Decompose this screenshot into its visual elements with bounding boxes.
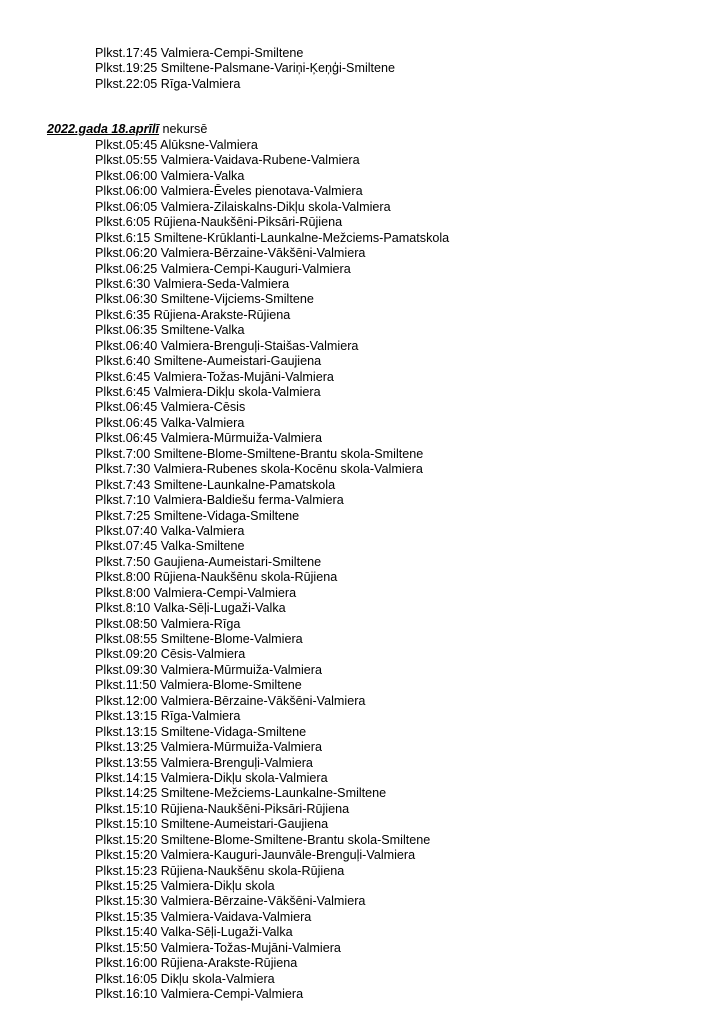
schedule-entry: Plkst.15:10 Rūjiena-Naukšēni-Piksāri-Rūjiena xyxy=(95,801,350,816)
schedule-entry: Plkst.15:20 Smiltene-Blome-Smiltene-Brantu skola-Smiltene xyxy=(95,832,431,847)
schedule-entry: Plkst.19:25 Smiltene-Palsmane-Variņi-Ķeņģi-Smiltene xyxy=(95,61,396,76)
schedule-entry: Plkst.11:50 Valmiera-Blome-Smiltene xyxy=(95,678,302,693)
schedule-entry: Plkst.16:10 Valmiera-Cempi-Valmiera xyxy=(95,987,304,1002)
continued-schedule-list xyxy=(95,46,395,92)
schedule-entry: Plkst.7:43 Smiltene-Launkalne-Pamatskola xyxy=(95,477,336,492)
schedule-entry: Plkst.06:00 Valmiera-Valka xyxy=(95,168,245,183)
schedule-entry: Plkst.07:40 Valka-Valmiera xyxy=(95,523,245,538)
schedule-entry: Plkst.13:15 Rīga-Valmiera xyxy=(95,709,241,724)
schedule-entry: Plkst.7:50 Gaujiena-Aumeistari-Smiltene xyxy=(95,554,322,569)
schedule-entry: Plkst.07:45 Valka-Smiltene xyxy=(95,539,245,554)
schedule-entry: Plkst.6:45 Valmiera-Dikļu skola-Valmiera xyxy=(95,385,321,399)
schedule-entry: Plkst.15:30 Valmiera-Bērzaine-Vākšēni-Valmiera xyxy=(95,894,366,909)
schedule-entry: Plkst.17:45 Valmiera-Cempi-Smiltene xyxy=(95,46,304,60)
schedule-entry: Plkst.6:05 Rūjiena-Naukšēni-Piksāri-Rūjiena xyxy=(95,215,343,230)
schedule-entry: Plkst.6:40 Smiltene-Aumeistari-Gaujiena xyxy=(95,354,322,369)
cancelled-schedule-list xyxy=(95,138,449,1003)
schedule-entry: Plkst.15:20 Valmiera-Kauguri-Jaunvāle-Brenguļi-Valmiera xyxy=(95,848,416,863)
schedule-entry: Plkst.6:35 Rūjiena-Arakste-Rūjiena xyxy=(95,307,291,322)
schedule-entry: Plkst.8:00 Valmiera-Cempi-Valmiera xyxy=(95,585,297,600)
section-date: 2022.gada 18.aprīlī xyxy=(47,122,160,136)
schedule-entry: Plkst.6:15 Smiltene-Krūklanti-Launkalne-Mežciems-Pamatskola xyxy=(95,230,450,245)
schedule-entry: Plkst.15:35 Valmiera-Vaidava-Valmiera xyxy=(95,909,312,924)
schedule-entry: Plkst.7:00 Smiltene-Blome-Smiltene-Brantu skola-Smiltene xyxy=(95,446,424,461)
schedule-entry: Plkst.14:25 Smiltene-Mežciems-Launkalne-Smiltene xyxy=(95,786,387,801)
schedule-entry: Plkst.7:30 Valmiera-Rubenes skola-Kocēnu skola-Valmiera xyxy=(95,462,423,477)
schedule-entry: Plkst.09:20 Cēsis-Valmiera xyxy=(95,647,246,662)
schedule-entry: Plkst.13:25 Valmiera-Mūrmuiža-Valmiera xyxy=(95,740,322,755)
schedule-entry: Plkst.16:00 Rūjiena-Arakste-Rūjiena xyxy=(95,956,298,971)
schedule-entry: Plkst.7:25 Smiltene-Vidaga-Smiltene xyxy=(95,508,300,523)
schedule-entry: Plkst.06:05 Valmiera-Zilaiskalns-Dikļu skola-Valmiera xyxy=(95,199,391,214)
schedule-entry: Plkst.05:45 Alūksne-Valmiera xyxy=(95,138,258,152)
schedule-entry: Plkst.06:25 Valmiera-Cempi-Kauguri-Valmiera xyxy=(95,261,351,276)
schedule-entry: Plkst.06:35 Smiltene-Valka xyxy=(95,323,245,338)
schedule-entry: Plkst.16:05 Dikļu skola-Valmiera xyxy=(95,971,275,986)
schedule-entry: Plkst.08:50 Valmiera-Rīga xyxy=(95,616,241,631)
schedule-entry: Plkst.6:45 Valmiera-Tožas-Mujāni-Valmiera xyxy=(95,369,334,384)
schedule-entry: Plkst.22:05 Rīga-Valmiera xyxy=(95,76,241,91)
schedule-entry: Plkst.8:10 Valka-Sēļi-Lugaži-Valka xyxy=(95,601,286,616)
schedule-entry: Plkst.06:40 Valmiera-Brenguļi-Staišas-Valmiera xyxy=(95,338,359,353)
section-heading xyxy=(47,122,207,137)
section-note: nekursē xyxy=(159,122,208,136)
schedule-entry: Plkst.8:00 Rūjiena-Naukšēnu skola-Rūjiena xyxy=(95,570,338,585)
schedule-entry: Plkst.6:30 Valmiera-Seda-Valmiera xyxy=(95,276,290,291)
schedule-entry: Plkst.06:30 Smiltene-Vijciems-Smiltene xyxy=(95,292,314,307)
schedule-entry: Plkst.08:55 Smiltene-Blome-Valmiera xyxy=(95,632,303,646)
schedule-entry: Plkst.12:00 Valmiera-Bērzaine-Vākšēni-Valmiera xyxy=(95,693,366,708)
schedule-entry: Plkst.15:10 Smiltene-Aumeistari-Gaujiena xyxy=(95,817,329,832)
schedule-entry: Plkst.13:55 Valmiera-Brenguļi-Valmiera xyxy=(95,755,313,770)
schedule-entry: Plkst.06:00 Valmiera-Ēveles pienotava-Valmiera xyxy=(95,184,363,199)
schedule-entry: Plkst.7:10 Valmiera-Baldiešu ferma-Valmiera xyxy=(95,493,344,508)
schedule-entry: Plkst.06:45 Valmiera-Mūrmuiža-Valmiera xyxy=(95,431,322,446)
schedule-entry: Plkst.06:20 Valmiera-Bērzaine-Vākšēni-Valmiera xyxy=(95,246,366,261)
schedule-entry: Plkst.15:40 Valka-Sēļi-Lugaži-Valka xyxy=(95,925,293,940)
schedule-entry: Plkst.06:45 Valmiera-Cēsis xyxy=(95,400,246,415)
schedule-entry: Plkst.15:50 Valmiera-Tožas-Mujāni-Valmiera xyxy=(95,940,341,955)
schedule-entry: Plkst.15:23 Rūjiena-Naukšēnu skola-Rūjiena xyxy=(95,863,345,878)
schedule-entry: Plkst.09:30 Valmiera-Mūrmuiža-Valmiera xyxy=(95,662,322,677)
schedule-entry: Plkst.05:55 Valmiera-Vaidava-Rubene-Valmiera xyxy=(95,153,360,168)
schedule-entry: Plkst.15:25 Valmiera-Dikļu skola xyxy=(95,879,275,893)
schedule-entry: Plkst.14:15 Valmiera-Dikļu skola-Valmiera xyxy=(95,770,328,785)
schedule-entry: Plkst.13:15 Smiltene-Vidaga-Smiltene xyxy=(95,724,307,739)
schedule-entry: Plkst.06:45 Valka-Valmiera xyxy=(95,415,245,430)
